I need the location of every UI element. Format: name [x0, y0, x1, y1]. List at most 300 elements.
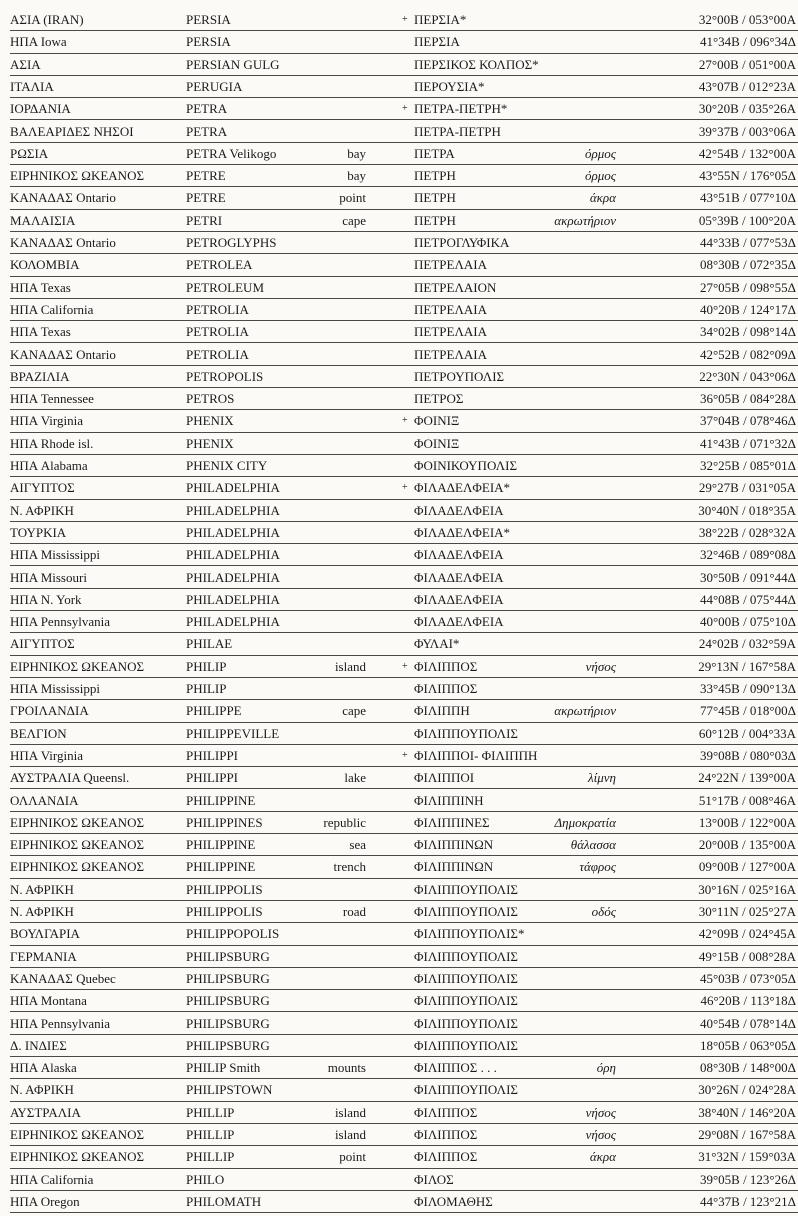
greek-name: ΠΕΡΣΙΚΟΣ ΚΟΛΠΟΣ*: [414, 56, 539, 72]
coordinates: 30°40N / 018°35A: [698, 502, 796, 518]
coordinates: 31°32N / 159°03A: [698, 1149, 796, 1165]
table-row: [0, 477, 798, 499]
greek-name: ΦΙΛΙΠΠΟΣ: [414, 1104, 478, 1120]
coordinates: 43°55N / 176°05Δ: [699, 168, 796, 184]
place-name: PHILIPPINE: [186, 792, 256, 808]
feature-type: lake: [344, 770, 366, 786]
coordinates: 77°45B / 018°00Δ: [699, 703, 796, 719]
coordinates: 40°20B / 124°17Δ: [699, 301, 796, 317]
coordinates: 27°00B / 051°00A: [698, 56, 796, 72]
place-name: PHILOMATH: [186, 1193, 262, 1209]
coordinates: 34°02B / 098°14Δ: [699, 324, 796, 340]
greek-name: ΦΙΛΑΔΕΛΦΕΙΑ: [414, 591, 504, 607]
marker-sign: +: [402, 660, 408, 672]
country-name: ΗΠΑ Alabama: [10, 458, 88, 473]
coordinates: 24°02B / 032°59A: [698, 636, 796, 652]
greek-name: ΦΙΛΙΠΠΙΝΩΝ: [414, 837, 494, 853]
country-name: ΑΣΙΑ (IRAN): [10, 12, 84, 27]
coordinates: 30°11N / 025°27A: [698, 904, 796, 919]
feature-type: sea: [349, 837, 366, 853]
marker-sign: +: [402, 749, 408, 761]
table-row: [0, 901, 798, 923]
greek-name: ΦΙΛΙΠΠΗ: [414, 703, 470, 719]
country-name: ΚΑΝΑΔΑΣ Ontario: [10, 235, 116, 250]
country-name: ΟΛΛΑΝΔΙΑ: [10, 792, 79, 808]
greek-feature-type: νήσος: [585, 1127, 616, 1142]
greek-name: ΦΙΛΙΠΠΟΥΠΟΛΙΣ: [414, 904, 518, 919]
greek-name: ΦΙΛΑΔΕΛΦΕΙΑ: [414, 547, 504, 563]
country-name: ΗΠΑ Texas: [10, 324, 71, 340]
country-name: ΗΠΑ Pennsylvania: [10, 1015, 111, 1031]
greek-name: ΠΕΤΡΑ-ΠΕΤΡΗ*: [414, 101, 508, 117]
coordinates: 22°30N / 043°06Δ: [699, 368, 796, 384]
coordinates: 20°00B / 135°00A: [698, 837, 796, 853]
greek-name: ΠΕΤΡΕΛΑΙΑ: [414, 346, 487, 362]
greek-name: ΠΕΤΡΟΓΛΥΦΙΚΑ: [414, 235, 510, 250]
greek-name: ΦΙΛΙΠΠΟΥΠΟΛΙΣ: [414, 1037, 518, 1053]
country-name: ΑΙΓΥΠΤΟΣ: [10, 480, 75, 496]
coordinates: 46°20B / 113°18Δ: [700, 993, 796, 1009]
table-row: [0, 856, 798, 878]
table-row: [0, 500, 798, 522]
table-row: [0, 344, 798, 366]
greek-name: ΦΙΛΙΠΠΟΥΠΟΛΙΣ: [414, 725, 518, 741]
greek-name: ΦΙΛΟΣ: [414, 1171, 454, 1187]
place-name: PHILIPSTOWN: [186, 1082, 273, 1098]
greek-name: ΦΙΛΑΔΕΛΦΕΙΑ*: [414, 524, 511, 540]
coordinates: 41°43B / 071°32Δ: [699, 435, 796, 451]
country-name: ΒΕΛΓΙΟΝ: [10, 725, 67, 741]
feature-type: bay: [347, 145, 366, 161]
place-name: PHILADELPHIA: [186, 569, 280, 585]
coordinates: 45°03B / 073°05Δ: [699, 970, 796, 986]
greek-name: ΠΕΤΡΕΛΑΙΑ: [414, 257, 487, 273]
place-name: PETROLIA: [186, 324, 249, 340]
place-name: PHILIPSBURG: [186, 993, 270, 1009]
greek-name: ΦΟΙΝΙΚΟΥΠΟΛΙΣ: [414, 458, 518, 473]
country-name: ΗΠΑ California: [10, 1171, 94, 1187]
country-name: ΗΠΑ Oregon: [10, 1193, 80, 1209]
feature-type: cape: [342, 703, 366, 719]
table-row: [0, 812, 798, 834]
country-name: ΕΙΡΗΝΙΚΟΣ ΩΚΕΑΝΟΣ: [10, 1127, 145, 1142]
place-name: PHILADELPHIA: [186, 480, 280, 496]
country-name: ΡΩΣΙΑ: [10, 145, 49, 161]
table-row: [0, 633, 798, 655]
country-name: ΕΙΡΗΝΙΚΟΣ ΩΚΕΑΝΟΣ: [10, 658, 145, 674]
place-name: PHILADELPHIA: [186, 524, 280, 540]
country-name: ΚΑΝΑΔΑΣ Quebec: [10, 970, 116, 986]
table-row: [0, 433, 798, 455]
place-name: PETRA: [186, 101, 228, 117]
place-name: PHENIX: [186, 435, 234, 451]
table-row: [0, 700, 798, 722]
country-name: ΓΡΟΙΛΑΝΔΙΑ: [10, 703, 89, 719]
place-name: PHILO: [186, 1171, 225, 1187]
country-name: ΕΙΡΗΝΙΚΟΣ ΩΚΕΑΝΟΣ: [10, 1149, 145, 1165]
table-row: [0, 1013, 798, 1035]
table-row: [0, 567, 798, 589]
coordinates: 49°15B / 008°28A: [698, 948, 796, 964]
place-name: PHILIPPOLIS: [186, 904, 263, 919]
coordinates: 42°54B / 132°00A: [698, 145, 796, 161]
greek-feature-type: όρμος: [584, 145, 616, 161]
table-row: [0, 745, 798, 767]
table-row: [0, 165, 798, 187]
coordinates: 39°37B / 003°06A: [698, 123, 796, 139]
feature-type: mounts: [327, 1060, 366, 1076]
table-row: [0, 388, 798, 410]
place-name: PHILIPSBURG: [186, 1015, 270, 1031]
coordinates: 44°08B / 075°44Δ: [699, 591, 796, 607]
country-name: ΒΡΑΖΙΛΙΑ: [10, 368, 70, 384]
country-name: ΗΠΑ Mississippi: [10, 547, 100, 563]
greek-name: ΠΕΤΡΗ: [414, 168, 456, 184]
feature-type: republic: [323, 814, 366, 830]
greek-name: ΦΙΛΙΠΠΟΣ: [414, 1127, 478, 1142]
feature-type: island: [334, 1104, 366, 1120]
greek-name: ΦΙΛΙΠΠΟΥΠΟΛΙΣ: [414, 948, 518, 964]
place-name: PHILADELPHIA: [186, 547, 280, 563]
feature-type: island: [334, 1127, 366, 1142]
greek-feature-type: όρη: [596, 1060, 616, 1076]
country-name: ΤΟΥΡΚΙΑ: [10, 524, 67, 540]
table-row: [0, 321, 798, 343]
coordinates: 09°00B / 127°00A: [698, 859, 796, 875]
greek-name: ΦΙΛΙΠΠΟΥΠΟΛΙΣ: [414, 993, 518, 1009]
country-name: ΓΕΡΜΑΝΙΑ: [10, 948, 77, 964]
coordinates: 42°52B / 082°09Δ: [699, 346, 796, 362]
place-name: PHILIPPEVILLE: [186, 725, 280, 741]
table-row: [0, 1124, 798, 1146]
place-name: PHILLIP: [186, 1149, 235, 1165]
coordinates: 30°16N / 025°16A: [698, 881, 796, 897]
coordinates: 24°22N / 139°00A: [698, 770, 796, 786]
greek-feature-type: Δημοκρατία: [554, 814, 616, 830]
table-row: [0, 522, 798, 544]
greek-name: ΦΙΛΙΠΠΙΝΕΣ: [414, 814, 490, 830]
table-row: [0, 455, 798, 477]
coordinates: 18°05B / 063°05Δ: [699, 1037, 796, 1053]
place-name: PETRI: [186, 212, 223, 228]
place-name: PERSIA: [186, 12, 231, 27]
place-name: PHILIPPINE: [186, 837, 256, 853]
table-row: [0, 232, 798, 254]
feature-type: cape: [342, 212, 366, 228]
marker-sign: +: [402, 103, 408, 115]
place-name: PHILIPPI: [186, 747, 239, 763]
country-name: ΗΠΑ N. York: [10, 591, 82, 607]
place-name: PHILIPPI: [186, 770, 239, 786]
place-name: PHILIP Smith: [186, 1060, 261, 1076]
place-name: PHILIP: [186, 681, 227, 696]
place-name: PHILIPSBURG: [186, 1037, 270, 1053]
row-divider: [10, 1212, 798, 1213]
table-row: [0, 1057, 798, 1079]
coordinates: 42°09B / 024°45A: [698, 926, 796, 942]
place-name: PETROGLYPHS: [186, 235, 277, 250]
country-name: Ν. ΑΦΡΙΚΗ: [10, 502, 74, 518]
feature-type: road: [342, 904, 366, 919]
greek-name: ΦΙΛΙΠΠΟΥΠΟΛΙΣ*: [414, 926, 525, 942]
table-row: [0, 790, 798, 812]
table-row: [0, 299, 798, 321]
coordinates: 08°30B / 072°35Δ: [699, 257, 796, 273]
greek-feature-type: θάλασσα: [570, 837, 616, 853]
place-name: PHENIX CITY: [186, 458, 268, 473]
coordinates: 05°39B / 100°20A: [698, 212, 796, 228]
place-name: PHILADELPHIA: [186, 614, 280, 630]
greek-name: ΦΙΛΙΠΠΙΝΩΝ: [414, 859, 494, 875]
country-name: Ν. ΑΦΡΙΚΗ: [10, 904, 74, 919]
table-row: [0, 946, 798, 968]
place-name: PERSIA: [186, 34, 231, 50]
country-name: ΕΙΡΗΝΙΚΟΣ ΩΚΕΑΝΟΣ: [10, 814, 145, 830]
country-name: ΑΥΣΤΡΑΛΙΑ: [10, 1104, 81, 1120]
country-name: ΗΠΑ Mississippi: [10, 681, 100, 696]
place-name: PERUGIA: [186, 78, 243, 94]
table-row: [0, 254, 798, 276]
country-name: ΗΠΑ Virginia: [10, 413, 84, 429]
coordinates: 08°30B / 148°00Δ: [699, 1060, 796, 1076]
greek-name: ΦΙΛΙΠΠΟΙ- ΦΙΛΙΠΠΗ: [414, 747, 538, 763]
coordinates: 41°34B / 096°34Δ: [699, 34, 796, 50]
table-row: [0, 767, 798, 789]
place-name: PETROLEUM: [186, 279, 264, 295]
coordinates: 27°05B / 098°55Δ: [699, 279, 796, 295]
greek-name: ΦΙΛΑΔΕΛΦΕΙΑ: [414, 569, 504, 585]
greek-name: ΠΕΤΡΟΥΠΟΛΙΣ: [414, 368, 505, 384]
country-name: ΜΑΛΑΙΣΙΑ: [10, 212, 76, 228]
greek-name: ΦΙΛΙΠΠΟΥΠΟΛΙΣ: [414, 1082, 518, 1098]
marker-sign: +: [402, 415, 408, 427]
coordinates: 43°51B / 077°10Δ: [699, 190, 796, 206]
feature-type: island: [334, 658, 366, 674]
greek-feature-type: οδός: [591, 904, 616, 919]
coordinates: 51°17B / 008°46A: [698, 792, 796, 808]
table-row: [0, 923, 798, 945]
country-name: ΚΑΝΑΔΑΣ Ontario: [10, 346, 116, 362]
table-row: [0, 410, 798, 432]
table-row: [0, 187, 798, 209]
table-row: [0, 121, 798, 143]
greek-name: ΠΕΤΡΑ: [414, 145, 455, 161]
table-row: [0, 143, 798, 165]
feature-type: point: [339, 190, 366, 206]
country-name: ΗΠΑ Rhode isl.: [10, 435, 94, 451]
table-row: [0, 879, 798, 901]
coordinates: 32°00B / 053°00A: [698, 12, 796, 27]
greek-name: ΦΙΛΟΜΑΘΗΣ: [414, 1193, 493, 1209]
greek-feature-type: τάφρος: [579, 859, 616, 875]
country-name: ΗΠΑ Virginia: [10, 747, 84, 763]
table-row: [0, 589, 798, 611]
greek-name: ΦΙΛΙΠΠΟΣ . . .: [414, 1060, 497, 1076]
country-name: Δ. ΙΝΔΙΕΣ: [10, 1037, 67, 1053]
coordinates: 32°25B / 085°01Δ: [699, 458, 796, 473]
greek-name: ΦΟΙΝΙΞ: [414, 435, 460, 451]
greek-name: ΦΙΛΙΠΠΟΙ: [414, 770, 475, 786]
marker-sign: +: [402, 482, 408, 494]
marker-sign: +: [402, 14, 408, 25]
table-row: [0, 656, 798, 678]
place-name: PHILIPPOLIS: [186, 881, 263, 897]
place-name: PETROPOLIS: [186, 368, 264, 384]
table-row: [0, 544, 798, 566]
place-name: PERSIAN GULG: [186, 56, 280, 72]
country-name: ΒΟΥΛΓΑΡΙΑ: [10, 926, 80, 942]
table-row: [0, 1079, 798, 1101]
table-row: [0, 1102, 798, 1124]
place-name: PETROLEA: [186, 257, 253, 273]
greek-name: ΠΕΤΡΗ: [414, 212, 456, 228]
place-name: PETROLIA: [186, 346, 249, 362]
greek-name: ΦΙΛΙΠΠΟΣ: [414, 1149, 478, 1165]
country-name: ΗΠΑ California: [10, 301, 94, 317]
table-row: [0, 31, 798, 53]
greek-name: ΠΕΤΡΟΣ: [414, 391, 464, 407]
greek-name: ΦΙΛΙΠΠΟΣ: [414, 681, 478, 696]
table-row: [0, 277, 798, 299]
coordinates: 29°27B / 031°05A: [698, 480, 796, 496]
greek-name: ΦΙΛΙΠΠΟΥΠΟΛΙΣ: [414, 970, 518, 986]
country-name: ΗΠΑ Iowa: [10, 34, 67, 50]
table-row: [0, 834, 798, 856]
country-name: ΑΥΣΤΡΑΛΙΑ Queensl.: [10, 770, 130, 786]
country-name: ΒΑΛΕΑΡΙΔΕΣ ΝΗΣΟΙ: [10, 123, 134, 139]
table-row: [0, 968, 798, 990]
coordinates: 40°54B / 078°14Δ: [699, 1015, 796, 1031]
greek-feature-type: νήσος: [585, 1104, 616, 1120]
coordinates: 44°37B / 123°21Δ: [699, 1193, 796, 1209]
coordinates: 38°40N / 146°20A: [698, 1104, 796, 1120]
country-name: ΚΑΝΑΔΑΣ Ontario: [10, 190, 116, 206]
feature-type: trench: [333, 859, 366, 875]
place-name: PETRE: [186, 190, 226, 206]
coordinates: 43°07B / 012°23A: [698, 78, 796, 94]
place-name: PHILIPPINES: [186, 814, 263, 830]
greek-name: ΠΕΡΣΙΑ*: [414, 12, 467, 27]
country-name: ΗΠΑ Tennessee: [10, 391, 94, 407]
table-row: [0, 678, 798, 700]
table-row: [0, 54, 798, 76]
greek-name: ΠΕΤΡΕΛΑΙΟΝ: [414, 279, 497, 295]
table-row: [0, 98, 798, 120]
place-name: PHILIPPOPOLIS: [186, 926, 280, 942]
country-name: ΗΠΑ Alaska: [10, 1060, 77, 1076]
table-row: [0, 1035, 798, 1057]
coordinates: 30°50B / 091°44Δ: [699, 569, 796, 585]
greek-feature-type: όρμος: [584, 168, 616, 184]
place-name: PHILAE: [186, 636, 233, 652]
country-name: ΗΠΑ Missouri: [10, 569, 87, 585]
coordinates: 39°08B / 080°03Δ: [699, 747, 796, 763]
country-name: ΙΟΡΔΑΝΙΑ: [10, 101, 71, 117]
greek-name: ΠΕΤΡΕΛΑΙΑ: [414, 301, 487, 317]
place-name: PETROS: [186, 391, 235, 407]
coordinates: 38°22B / 028°32A: [698, 524, 796, 540]
coordinates: 13°00B / 122°00A: [698, 814, 796, 830]
greek-name: ΦΥΛΑΙ*: [414, 636, 460, 652]
table-row: [0, 210, 798, 232]
table-row: [0, 366, 798, 388]
greek-name: ΦΙΛΙΠΠΟΥΠΟΛΙΣ: [414, 1015, 518, 1031]
country-name: ΑΣΙΑ: [10, 56, 41, 72]
greek-feature-type: ακρωτήριον: [554, 212, 616, 228]
table-row: [0, 611, 798, 633]
greek-name: ΦΙΛΙΠΠΟΣ: [414, 658, 478, 674]
table-row: [0, 1191, 798, 1213]
coordinates: 44°33B / 077°53Δ: [699, 235, 796, 250]
coordinates: 33°45B / 090°13Δ: [699, 681, 796, 696]
greek-name: ΠΕΡΣΙΑ: [414, 34, 460, 50]
greek-name: ΠΕΤΡΗ: [414, 190, 456, 206]
country-name: Ν. ΑΦΡΙΚΗ: [10, 881, 74, 897]
place-name: PHILADELPHIA: [186, 591, 280, 607]
coordinates: 29°08N / 167°58A: [698, 1127, 796, 1142]
country-name: ΕΙΡΗΝΙΚΟΣ ΩΚΕΑΝΟΣ: [10, 837, 145, 853]
coordinates: 40°00B / 075°10Δ: [699, 614, 796, 630]
greek-feature-type: άκρα: [589, 1149, 616, 1165]
greek-name: ΦΙΛΙΠΠΙΝΗ: [414, 792, 484, 808]
place-name: PHILADELPHIA: [186, 502, 280, 518]
feature-type: bay: [347, 168, 366, 184]
place-name: PHILIPPE: [186, 703, 242, 719]
country-name: ΕΙΡΗΝΙΚΟΣ ΩΚΕΑΝΟΣ: [10, 859, 145, 875]
coordinates: 36°05B / 084°28Δ: [699, 391, 796, 407]
greek-name: ΠΕΡΟΥΣΙΑ*: [414, 78, 485, 94]
greek-feature-type: λίμνη: [588, 770, 616, 786]
greek-name: ΦΟΙΝΙΞ: [414, 413, 460, 429]
coordinates: 37°04B / 078°46Δ: [699, 413, 796, 429]
greek-name: ΠΕΤΡΕΛΑΙΑ: [414, 324, 487, 340]
table-row: [0, 76, 798, 98]
country-name: ΕΙΡΗΝΙΚΟΣ ΩΚΕΑΝΟΣ: [10, 168, 145, 184]
place-name: PHILIPSBURG: [186, 948, 270, 964]
table-row: [0, 723, 798, 745]
coordinates: 32°46B / 089°08Δ: [699, 547, 796, 563]
feature-type: point: [339, 1149, 366, 1165]
country-name: ΑΙΓΥΠΤΟΣ: [10, 636, 75, 652]
greek-feature-type: άκρα: [589, 190, 616, 206]
coordinates: 30°26N / 024°28A: [698, 1082, 796, 1098]
table-row: [0, 9, 798, 31]
country-name: ΙΤΑΛΙΑ: [10, 78, 54, 94]
greek-name: ΦΙΛΙΠΠΟΥΠΟΛΙΣ: [414, 881, 518, 897]
greek-name: ΦΙΛΑΔΕΛΦΕΙΑ*: [414, 480, 511, 496]
country-name: Ν. ΑΦΡΙΚΗ: [10, 1082, 74, 1098]
table-row: [0, 1169, 798, 1191]
greek-feature-type: ακρωτήριον: [554, 703, 616, 719]
place-name: PHENIX: [186, 413, 234, 429]
coordinates: 29°13N / 167°58A: [698, 658, 796, 674]
coordinates: 39°05B / 123°26Δ: [699, 1171, 796, 1187]
place-name: PHILIPSBURG: [186, 970, 270, 986]
place-name: PHILLIP: [186, 1127, 235, 1142]
place-name: PETRE: [186, 168, 226, 184]
table-row: [0, 1146, 798, 1168]
place-name: PHILIPPINE: [186, 859, 256, 875]
country-name: ΚΟΛΟΜΒΙΑ: [10, 257, 80, 273]
place-name: PHILLIP: [186, 1104, 235, 1120]
coordinates: 30°20B / 035°26A: [698, 101, 796, 117]
country-name: ΗΠΑ Pennsylvania: [10, 614, 111, 630]
greek-feature-type: νήσος: [585, 658, 616, 674]
place-name: PHILIP: [186, 658, 227, 674]
place-name: PETRA Velikogo: [186, 145, 277, 161]
greek-name: ΠΕΤΡΑ-ΠΕΤΡΗ: [414, 123, 501, 139]
place-name: PETRA: [186, 123, 228, 139]
